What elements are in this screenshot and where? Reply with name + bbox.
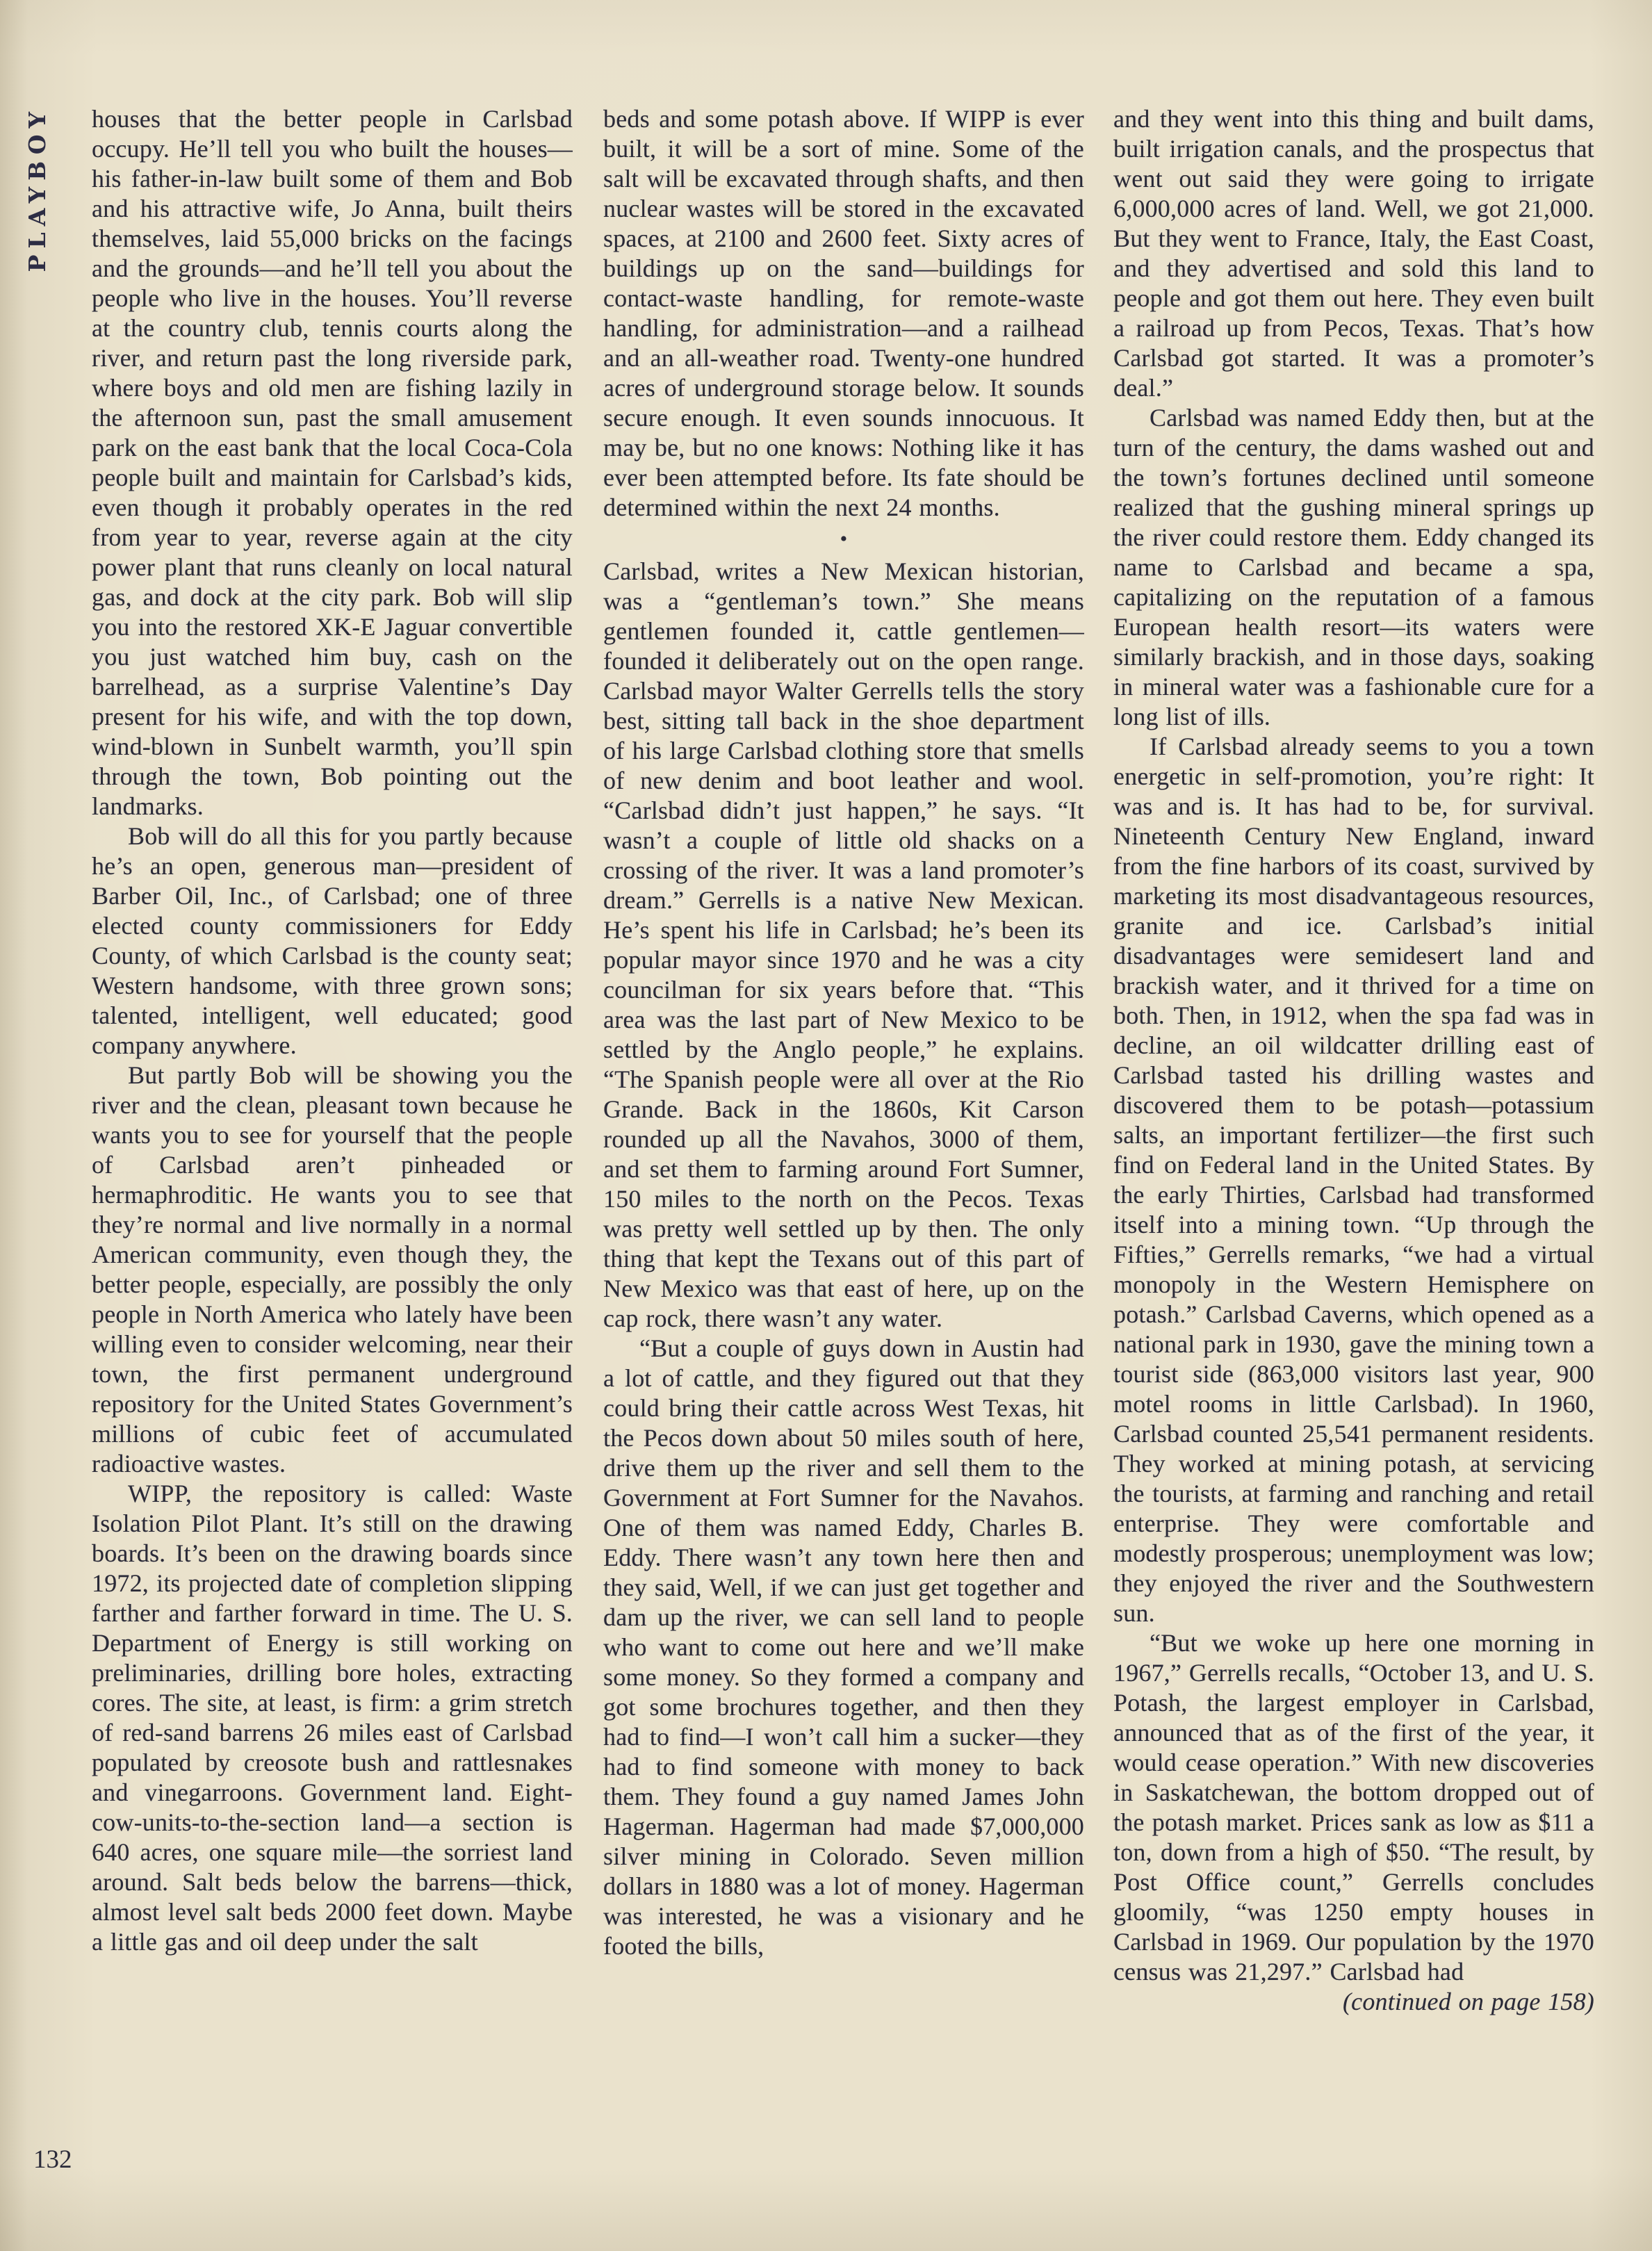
paragraph: If Carlsbad already seems to you a town energetic in self-promotion, you’re right: It was and is. It has had to be, for survival. Nineteenth Century New England, inward from the fine harbors of its coast, survived by marketing its most disadvantageous resources, granite and ice. Carlsbad’s initial disadvantages were semidesert land and brackish water, and it thrived for a time on both. Then, in 1912, when the spa fad was in decline, an oil wildcatter drilling east of Carlsbad tasted his drilling wastes and discovered them to be potash—potassium salts, an important fertilizer—the first such find on Federal land in the United States. By the early Thirties, Carlsbad had transformed itself into a mining town. “Up through the Fifties,” Gerrells remarks, “we had a virtual monopoly in the Western Hemisphere on potash.” Carlsbad Caverns, which opened as a national park in 1930, gave the mining town a tourist side (863,000 visitors last year, 900 motel rooms in little Carlsbad). In 1960, Carlsbad counted 25,541 permanent residents. They worked at mining potash, at servicing the tourists, at farming and ranching and retail enterprise. They were comfortable and modestly prosperous; unemployment was low; they enjoyed the river and the Southwestern sun. — [1113, 732, 1594, 1627]
paragraph: Carlsbad was named Eddy then, but at the turn of the century, the dams washed out and the town’s fortunes declined until someone realized that the gushing mineral springs up the river could restore them. Eddy changed its name to Carlsbad and became a spa, capitalizing on the reputation of a famous European health resort—its waters were similarly brackish, and in those days, soaking in mineral water was a fashionable cure for a long list of ills. — [1113, 404, 1594, 730]
paragraph-continuation: and they went into this thing and built dams, built irrigation canals, and the prospectus that went out said they were going to irrigate 6,000,000 acres of land. Well, we got 21,000. But they went to France, Italy, the East Coast, and they advertised and sold this land to people and got them out here. They even built a railroad up from Pecos, Texas. That’s how Carlsbad got started. It was a promoter’s deal.” — [1113, 105, 1594, 402]
text-column-1 — [92, 104, 573, 1957]
paragraph: “But we woke up here one morning in 1967,” Gerrells recalls, “October 13, and U. S. Potash, the largest employer in Carlsbad, announced that as of the first of the year, it would cease operation.” With new discoveries in Saskatchewan, the bottom dropped out of the potash market. Prices sank as low as $11 a ton, down from a high of $50. “The result, by Post Office count,” Gerrells concludes gloomily, “was 1250 empty houses in Carlsbad in 1969. Our population by the 1970 census was 21,297.” Carlsbad had — [1113, 1629, 1594, 1986]
paragraph: But partly Bob will be showing you the river and the clean, pleasant town because he wants you to see for yourself that the people of Carlsbad aren’t pinheaded or hermaphroditic. He wants you to see that they’re normal and live normally in a normal American community, even though they, the better people, especially, are possibly the only people in North America who lately have been willing even to consider welcoming, near their town, the first permanent underground repository for the United States Government’s millions of cubic feet of accumulated radioactive wastes. — [92, 1061, 573, 1478]
paragraph: WIPP, the repository is called: Waste Isolation Pilot Plant. It’s still on the drawing boards. It’s been on the drawing boards since 1972, its projected date of completion slipping farther and farther forward in time. The U. S. Department of Energy is still working on preliminaries, drilling bore holes, extracting cores. The site, at least, is firm: a grim stretch of red-sand barrens 26 miles east of Carlsbad populated by creosote bush and rattlesnakes and vinegarroons. Government land. Eight-cow-units-to-the-section land—a section is 640 acres, one square mile—the sorriest land around. Salt beds below the barrens—thick, almost level salt beds 2000 feet down. Maybe a little gas and oil deep under the salt — [92, 1480, 573, 1956]
paragraph-continuation: houses that the better people in Carlsbad occupy. He’ll tell you who built the houses—his father-in-law built some of them and Bob and his attractive wife, Jo Anna, built theirs themselves, laid 55,000 bricks on the facings and the grounds—and he’ll tell you about the people who live in the houses. You’ll reverse at the country club, tennis courts along the river, and return past the long riverside park, where boys and old men are fishing lazily in the afternoon sun, past the small amusement park on the east bank that the local Coca-Cola people built and maintain for Carlsbad’s kids, even though it probably operates in the red from year to year, reverse again at the city power plant that runs cleanly on local natural gas, and dock at the city park. Bob will slip you into the restored XK-E Jaguar convertible you just watched him buy, cash on the barrelhead, as a surprise Valentine’s Day present for his wife, and with the top down, wind-blown in Sunbelt warmth, you’ll spin through the town, Bob pointing out the landmarks. — [92, 105, 573, 820]
paragraph-continuation: beds and some potash above. If WIPP is ever built, it will be a sort of mine. Some of the salt will be excavated through shafts, and then nuclear wastes will be stored in the excavated spaces, at 2100 and 2600 feet. Sixty acres of buildings up on the sand—buildings for contact-waste handling, for remote-waste handling, for administration—and a railhead and an all-weather road. Twenty-one hundred acres of underground storage below. It sounds secure enough. It even sounds innocuous. It may be, but no one knows: Nothing like it has ever been attempted before. Its fate should be determined within the next 24 months. — [603, 105, 1084, 521]
paragraph: “But a couple of guys down in Austin had a lot of cattle, and they figured out that they could bring their cattle across West Texas, hit the Pecos down about 50 miles south of here, drive them up the river and sell them to the Government at Fort Sumner for the Navahos. One of them was named Eddy, Charles B. Eddy. There wasn’t any town here then and they said, Well, if we can just get together and dam up the river, we can sell land to people who want to come out here and we’ll make some money. So they formed a company and got some brochures together, and then they had to find—I won’t call him a sucker—they had to find someone with money to back them. They found a guy named James John Hagerman. Hagerman had made $7,000,000 silver mining in Colorado. Seven million dollars in 1880 was a lot of money. Hagerman was interested, he was a visionary and he footed the bills, — [603, 1334, 1084, 1960]
section-separator-bullet: • — [840, 527, 848, 550]
text-column-2 — [603, 104, 1084, 1961]
paragraph: Bob will do all this for you partly because he’s an open, generous man—president of Barber Oil, Inc., of Carlsbad; one of three elected county commissioners for Eddy County, of which Carlsbad is the county seat; Western handsome, with three grown sons; talented, intelligent, well educated; good company anywhere. — [92, 822, 573, 1059]
paragraph: Carlsbad, writes a New Mexican historian, was a “gentleman’s town.” She means gentlemen founded it, cattle gentlemen—founded it deliberately out on the open range. Carlsbad mayor Walter Gerrells tells the story best, sitting tall back in the shoe department of his large Carlsbad clothing store that smells of new denim and boot leather and wool. “Carlsbad didn’t just happen,” he says. “It wasn’t a couple of little old shacks on a crossing of the river. It was a land promoter’s dream.” Gerrells is a native New Mexican. He’s spent his life in Carlsbad; he’s been its popular mayor since 1970 and he was a city councilman for six years before that. “This area was the last part of New Mexico to be settled by the Anglo people,” he explains. “The Spanish people were all over at the Rio Grande. Back in the 1860s, Kit Carson rounded up all the Navahos, 3000 of them, and set them to farming around Fort Sumner, 150 miles to the north on the Pecos. Texas was pretty well settled up by then. The only thing that kept the Texans out of this part of New Mexico was that east of here, up on the cap rock, there wasn’t any water. — [603, 557, 1084, 1332]
magazine-spine-label: PLAYBOY — [24, 106, 51, 272]
page-number: 132 — [33, 2145, 72, 2174]
text-column-3 — [1113, 104, 1594, 2017]
continued-note: (continued on page 158) — [1342, 1988, 1594, 2015]
